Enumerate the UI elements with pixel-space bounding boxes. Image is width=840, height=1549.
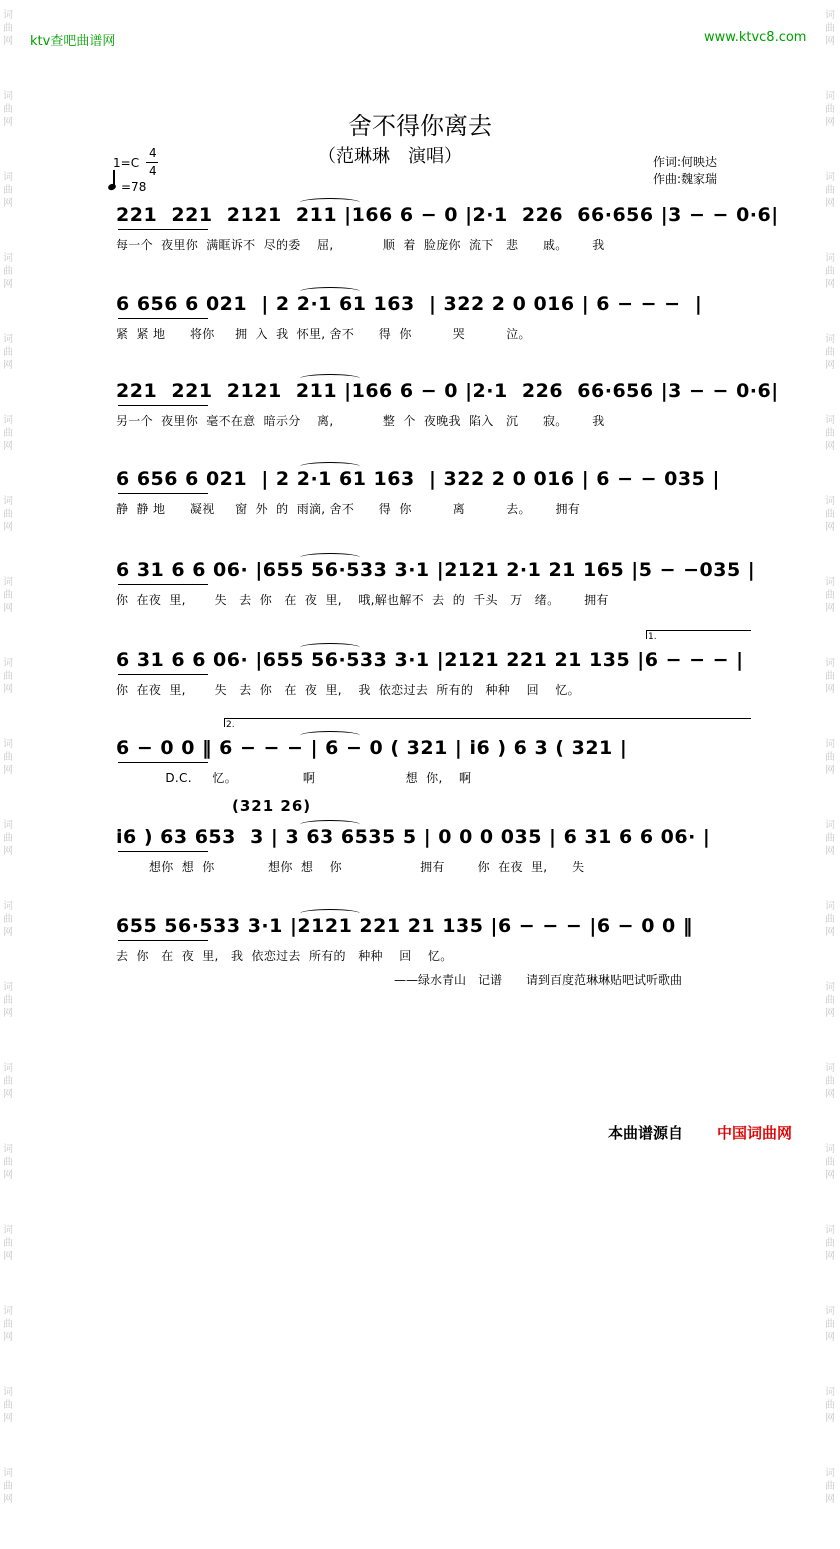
watermark-gap <box>2 1507 14 1531</box>
watermark-glyph: 词 <box>3 253 13 264</box>
watermark-glyph: 网 <box>3 927 13 938</box>
watermark-glyph: 词 <box>825 415 835 426</box>
time-signature-top: 4 <box>149 146 157 160</box>
first-ending-label: 1. <box>648 632 657 642</box>
lyricist-credit: 作词:何映达 <box>653 155 718 169</box>
watermark-gap <box>2 697 14 721</box>
watermark-gap <box>2 859 14 883</box>
watermark-glyph: 曲 <box>825 914 835 925</box>
watermark-gap <box>824 859 836 883</box>
watermark-glyph: 词 <box>3 820 13 831</box>
score-lyrics-line: 去 你 在 夜 里, 我 依恋过去 所有的 种种 回 忆。 <box>116 949 453 963</box>
watermark-glyph: 词 <box>825 91 835 102</box>
watermark-glyph: 曲 <box>3 509 13 520</box>
watermark-gap <box>2 1021 14 1045</box>
footer-brand-link[interactable]: 中国词曲网 <box>717 1124 793 1142</box>
watermark-gap <box>824 1345 836 1369</box>
watermark-gap <box>2 373 14 397</box>
watermark-glyph: 网 <box>3 441 13 452</box>
watermark-gap <box>824 1021 836 1045</box>
score-lyrics-line: 静 静 地 凝视 窗 外 的 雨滴, 舍不 得 你 离 去。 拥有 <box>116 502 581 516</box>
watermark-glyph: 曲 <box>3 428 13 439</box>
watermark-glyph: 曲 <box>3 1238 13 1249</box>
watermark-glyph: 词 <box>3 415 13 426</box>
watermark-glyph: 词 <box>3 577 13 588</box>
watermark-glyph: 词 <box>825 901 835 912</box>
watermark-glyph: 曲 <box>3 23 13 34</box>
watermark-glyph: 网 <box>825 522 835 533</box>
watermark-glyph: 网 <box>3 1170 13 1181</box>
watermark-glyph: 曲 <box>825 671 835 682</box>
score-lyrics-line: 另一个 夜里你 毫不在意 暗示分 离, 整 个 夜晚我 陷入 沉 寂。 我 <box>116 414 605 428</box>
watermark-glyph: 曲 <box>825 1400 835 1411</box>
watermark-glyph: 词 <box>3 1468 13 1479</box>
watermark-glyph: 词 <box>3 91 13 102</box>
score-notes-line: 6 656 6 021 | 2 2·1 61 163 | 322 2 0 016 | 6 − − − | <box>116 293 703 315</box>
watermark-glyph: 网 <box>825 1089 835 1100</box>
watermark-glyph: 网 <box>825 198 835 209</box>
watermark-glyph: 词 <box>825 172 835 183</box>
watermark-glyph: 网 <box>3 765 13 776</box>
watermark-glyph: 曲 <box>825 1076 835 1087</box>
score-lyrics-line: 紧 紧 地 将你 拥 入 我 怀里, 舍不 得 你 哭 泣。 <box>116 327 531 341</box>
watermark-glyph: 网 <box>825 684 835 695</box>
beam-underline <box>118 940 208 941</box>
watermark-gap <box>824 211 836 235</box>
watermark-glyph: 词 <box>3 901 13 912</box>
score-notes-line: 6 31 6 6 06· |655 56·533 3·1 |2121 2·1 21 165 |5 − −035 | <box>116 559 756 581</box>
watermark-gap <box>2 49 14 73</box>
beam-underline <box>118 762 208 763</box>
watermark-glyph: 词 <box>3 1144 13 1155</box>
watermark-glyph: 曲 <box>3 1076 13 1087</box>
second-ending-bracket <box>224 718 751 727</box>
watermark-gap <box>824 1264 836 1288</box>
watermark-glyph: 网 <box>825 603 835 614</box>
watermark-glyph: 曲 <box>825 428 835 439</box>
watermark-glyph: 网 <box>825 846 835 857</box>
footer-source-label: 本曲谱源自 <box>608 1124 684 1142</box>
watermark-glyph: 词 <box>825 1306 835 1317</box>
score-notes-line: 221 221 2121 211 |166 6 − 0 |2·1 226 66·656 |3 − − 0·6| <box>116 380 779 402</box>
watermark-gap <box>2 1345 14 1369</box>
watermark-gap <box>2 292 14 316</box>
time-signature-line <box>146 162 158 163</box>
watermark-gap <box>2 454 14 478</box>
watermark-glyph: 曲 <box>3 752 13 763</box>
quarter-note-head <box>107 183 117 191</box>
watermark-glyph: 词 <box>3 658 13 669</box>
watermark-glyph: 词 <box>825 739 835 750</box>
watermark-glyph: 词 <box>825 496 835 507</box>
watermark-glyph: 网 <box>825 765 835 776</box>
watermark-glyph: 曲 <box>825 266 835 277</box>
score-notes-line: 6 31 6 6 06· |655 56·533 3·1 |2121 221 21 135 |6 − − − | <box>116 649 744 671</box>
score-lyrics-line: D.C. 忆。 啊 想 你, 啊 <box>116 771 472 785</box>
score-lyrics-line: 你 在夜 里, 失 去 你 在 夜 里, 哦,解也解不 去 的 千头 万 绪。 拥有 <box>116 593 609 607</box>
slur-arc <box>300 731 360 740</box>
watermark-glyph: 网 <box>825 1494 835 1505</box>
watermark-glyph: 网 <box>3 1251 13 1262</box>
watermark-gap <box>824 616 836 640</box>
watermark-glyph: 网 <box>825 1332 835 1343</box>
watermark-glyph: 词 <box>825 982 835 993</box>
watermark-glyph: 曲 <box>3 266 13 277</box>
watermark-glyph: 网 <box>3 1089 13 1100</box>
score-notes-line: 6 − 0 0 ‖ 6 − − − | 6 − 0 ( 321 | i6 ) 6 3 ( 321 | <box>116 737 628 759</box>
beam-underline <box>118 493 208 494</box>
first-ending-bracket <box>646 630 751 639</box>
score-notes-line: 221 221 2121 211 |166 6 − 0 |2·1 226 66·656 |3 − − 0·6| <box>116 204 779 226</box>
key-signature: 1=C <box>113 156 140 170</box>
score-notes-line: 6 656 6 021 | 2 2·1 61 163 | 322 2 0 016 | 6 − − 035 | <box>116 468 720 490</box>
watermark-left <box>2 10 14 1549</box>
watermark-glyph: 网 <box>3 198 13 209</box>
watermark-glyph: 词 <box>825 334 835 345</box>
watermark-glyph: 曲 <box>3 914 13 925</box>
slur-arc <box>300 198 360 207</box>
bracket-harmony-notes: (321 26) <box>232 797 312 815</box>
watermark-glyph: 词 <box>825 658 835 669</box>
beam-underline <box>118 229 208 230</box>
watermark-glyph: 网 <box>825 1413 835 1424</box>
watermark-gap <box>824 1183 836 1207</box>
watermark-glyph: 网 <box>3 846 13 857</box>
slur-arc <box>300 287 360 296</box>
watermark-gap <box>824 292 836 316</box>
watermark-glyph: 网 <box>3 684 13 695</box>
watermark-glyph: 词 <box>3 172 13 183</box>
watermark-gap <box>824 535 836 559</box>
watermark-glyph: 词 <box>3 496 13 507</box>
watermark-gap <box>824 697 836 721</box>
watermark-glyph: 网 <box>3 36 13 47</box>
watermark-glyph: 网 <box>3 279 13 290</box>
watermark-glyph: 网 <box>3 522 13 533</box>
watermark-right <box>824 10 836 1549</box>
watermark-glyph: 曲 <box>3 1400 13 1411</box>
slur-arc <box>300 909 360 918</box>
watermark-glyph: 词 <box>825 820 835 831</box>
watermark-gap <box>824 940 836 964</box>
watermark-glyph: 曲 <box>825 23 835 34</box>
watermark-glyph: 曲 <box>825 1157 835 1168</box>
watermark-glyph: 曲 <box>825 590 835 601</box>
watermark-glyph: 词 <box>825 1468 835 1479</box>
watermark-glyph: 曲 <box>825 1481 835 1492</box>
watermark-glyph: 曲 <box>3 995 13 1006</box>
header-left-site[interactable]: ktv查吧曲谱网 <box>30 34 116 49</box>
watermark-glyph: 曲 <box>825 1319 835 1330</box>
time-signature-bottom: 4 <box>149 164 157 178</box>
watermark-gap <box>2 1264 14 1288</box>
watermark-glyph: 曲 <box>3 590 13 601</box>
watermark-glyph: 词 <box>3 334 13 345</box>
tempo-marking: =78 <box>121 180 147 194</box>
watermark-glyph: 曲 <box>3 1481 13 1492</box>
watermark-glyph: 网 <box>825 441 835 452</box>
watermark-gap <box>2 535 14 559</box>
watermark-glyph: 曲 <box>3 347 13 358</box>
song-title: 舍不得你离去 <box>348 112 492 140</box>
watermark-glyph: 曲 <box>3 671 13 682</box>
watermark-gap <box>824 373 836 397</box>
watermark-gap <box>2 940 14 964</box>
watermark-glyph: 词 <box>3 10 13 21</box>
watermark-glyph: 词 <box>3 982 13 993</box>
watermark-glyph: 网 <box>825 1251 835 1262</box>
score-notes-line: i6 ) 63 653 3 | 3 63 6535 5 | 0 0 0 035 | 6 31 6 6 06· | <box>116 826 711 848</box>
slur-arc <box>300 643 360 652</box>
beam-underline <box>118 405 208 406</box>
watermark-glyph: 词 <box>3 1225 13 1236</box>
slur-arc <box>300 820 360 829</box>
watermark-glyph: 曲 <box>825 509 835 520</box>
watermark-glyph: 网 <box>825 36 835 47</box>
slur-arc <box>300 374 360 383</box>
header-right-site[interactable]: www.ktvc8.com <box>704 30 807 45</box>
beam-underline <box>118 674 208 675</box>
watermark-glyph: 词 <box>825 1144 835 1155</box>
second-ending-label: 2. <box>226 720 235 730</box>
watermark-glyph: 曲 <box>825 752 835 763</box>
watermark-glyph: 曲 <box>825 995 835 1006</box>
score-lyrics-line: 每一个 夜里你 满眶诉不 尽的委 屈, 顺 着 脸庞你 流下 悲 戚。 我 <box>116 238 605 252</box>
watermark-glyph: 网 <box>3 1494 13 1505</box>
watermark-glyph: 词 <box>825 577 835 588</box>
watermark-glyph: 网 <box>825 117 835 128</box>
watermark-glyph: 曲 <box>825 833 835 844</box>
watermark-glyph: 曲 <box>3 104 13 115</box>
watermark-glyph: 网 <box>825 1008 835 1019</box>
watermark-glyph: 曲 <box>3 1157 13 1168</box>
watermark-glyph: 词 <box>825 10 835 21</box>
watermark-gap <box>824 1507 836 1531</box>
watermark-glyph: 网 <box>3 1008 13 1019</box>
slur-arc <box>300 462 360 471</box>
watermark-glyph: 曲 <box>825 104 835 115</box>
watermark-glyph: 词 <box>825 1063 835 1074</box>
watermark-glyph: 词 <box>3 739 13 750</box>
watermark-glyph: 曲 <box>3 1319 13 1330</box>
watermark-glyph: 网 <box>825 1170 835 1181</box>
watermark-gap <box>824 49 836 73</box>
watermark-glyph: 曲 <box>825 1238 835 1249</box>
watermark-glyph: 曲 <box>825 185 835 196</box>
watermark-glyph: 曲 <box>825 347 835 358</box>
watermark-gap <box>2 211 14 235</box>
watermark-glyph: 词 <box>3 1063 13 1074</box>
watermark-glyph: 网 <box>825 927 835 938</box>
watermark-gap <box>2 1426 14 1450</box>
watermark-gap <box>2 616 14 640</box>
watermark-glyph: 网 <box>3 1332 13 1343</box>
slur-arc <box>300 553 360 562</box>
watermark-glyph: 网 <box>3 117 13 128</box>
score-notes-line: 655 56·533 3·1 |2121 221 21 135 |6 − − − |6 − 0 0 ‖ <box>116 915 693 937</box>
score-lyrics-line: 想你 想 你 想你 想 你 拥有 你 在夜 里, 失 <box>116 860 585 874</box>
watermark-glyph: 曲 <box>3 185 13 196</box>
watermark-gap <box>2 1183 14 1207</box>
watermark-gap <box>824 454 836 478</box>
watermark-glyph: 词 <box>825 1387 835 1398</box>
watermark-glyph: 网 <box>3 603 13 614</box>
notation-credit: ——绿水青山 记谱 请到百度范琳琳贴吧试听歌曲 <box>394 973 683 987</box>
beam-underline <box>118 584 208 585</box>
watermark-glyph: 网 <box>825 279 835 290</box>
watermark-glyph: 词 <box>825 253 835 264</box>
watermark-glyph: 网 <box>3 360 13 371</box>
song-singer: （范琳琳 演唱） <box>318 146 462 167</box>
watermark-gap <box>2 778 14 802</box>
score-lyrics-line: 你 在夜 里, 失 去 你 在 夜 里, 我 依恋过去 所有的 种种 回 忆。 <box>116 683 580 697</box>
watermark-gap <box>824 1102 836 1126</box>
watermark-glyph: 网 <box>825 360 835 371</box>
watermark-gap <box>824 778 836 802</box>
watermark-glyph: 词 <box>3 1306 13 1317</box>
watermark-gap <box>824 1426 836 1450</box>
watermark-glyph: 词 <box>825 1225 835 1236</box>
watermark-glyph: 曲 <box>3 833 13 844</box>
beam-underline <box>118 851 208 852</box>
watermark-glyph: 词 <box>3 1387 13 1398</box>
watermark-glyph: 网 <box>3 1413 13 1424</box>
composer-credit: 作曲:魏家瑞 <box>653 172 718 186</box>
beam-underline <box>118 318 208 319</box>
watermark-gap <box>2 1102 14 1126</box>
